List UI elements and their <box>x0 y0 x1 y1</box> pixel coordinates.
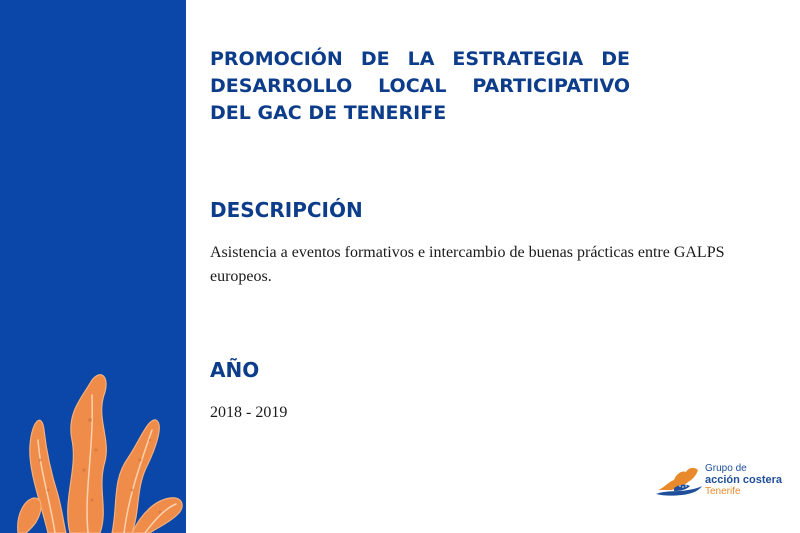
gac-tenerife-logo <box>654 462 784 502</box>
year-text: 2018 - 2019 <box>210 404 288 421</box>
logo-line-1: Grupo de <box>705 463 747 474</box>
island-wave-icon <box>654 464 704 500</box>
blue-sidebar <box>0 0 186 533</box>
logo-line-2: acción costera <box>705 474 783 486</box>
description-heading: DESCRIPCIÓN <box>210 198 363 222</box>
logo-line-3: Tenerife <box>705 486 741 497</box>
year-heading: AÑO <box>210 358 260 382</box>
logo-text <box>705 463 782 497</box>
seaweed-illustration <box>0 0 186 533</box>
description-text: Asistencia a eventos formativos e intercambio de buenas prácticas entre GALPS europeos. <box>210 244 725 285</box>
page-title: PROMOCIÓN DE LA ESTRATEGIA DE DESARROLLO LOCAL PARTICIPATIVO DEL GAC DE TENERIFE <box>210 48 630 124</box>
